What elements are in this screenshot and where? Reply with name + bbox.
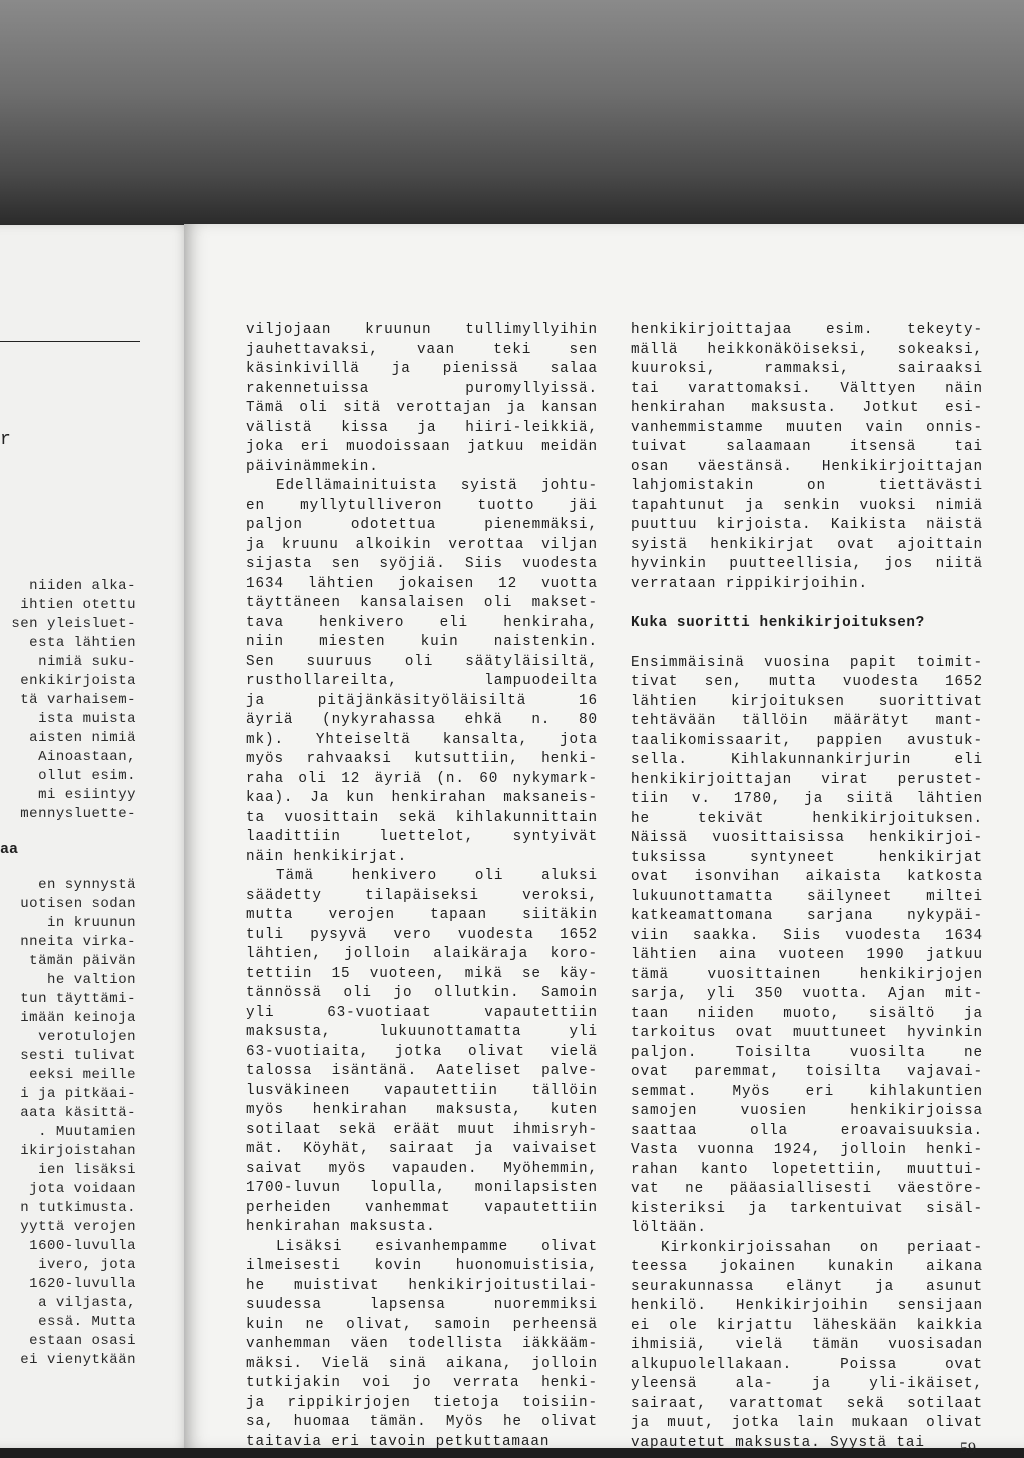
text-line: Tämä henkivero oli aluksi <box>276 868 598 884</box>
text-line: 1620-luvulla <box>29 1276 136 1292</box>
text-line: tä varhaisem- <box>20 692 136 708</box>
text-line: 1634 lähtien jokaisen 12 vuotta <box>246 575 598 592</box>
text-line: säädetty tilapäiseksi veroksi, <box>246 887 598 904</box>
text-line: lähtien kirjoituksen suorittivat <box>631 693 983 710</box>
text-line: Vasta vuonna 1924, jolloin henki- <box>631 1142 983 1158</box>
text-line: ilmeisesti kovin huonomuistisia, <box>246 1258 598 1274</box>
text-line: niin miesten kuin naistenkin. <box>246 634 598 650</box>
text-line: tiin v. 1780, ja siitä lähtien <box>631 791 983 807</box>
text-line: 63-vuotiaita, jotka olivat vielä <box>246 1043 598 1060</box>
text-line: tämän päivän <box>29 953 136 969</box>
text-line: tuli pysyvä vero vuodesta 1652 <box>246 926 598 943</box>
text-line: in kruunun <box>46 915 136 931</box>
text-line: he tekivät henkikirjoituksen. <box>631 810 983 827</box>
text-line: imään keinoja <box>20 1010 136 1026</box>
text-line: lähtien aina vuoteen 1990 jatkuu <box>631 947 983 963</box>
text-line: tava henkivero eli henkiraha, <box>246 614 598 631</box>
text-line: lähtien, jolloin alaikäraja koro- <box>246 946 598 962</box>
text-line: ei vienytkään <box>20 1352 136 1368</box>
text-line: sa, huomaa tämän. Myös he olivat <box>246 1414 598 1430</box>
text-line: kaa). Ja kun henkirahan maksaneis- <box>246 790 598 806</box>
text-line: ikirjoistahan <box>20 1143 136 1159</box>
text-line: myös henkirahan maksusta, kuten <box>246 1102 598 1118</box>
text-line: henkirahan maksusta. <box>246 1219 436 1235</box>
text-line: ihmisiä, vielä tämän vuosisadan <box>631 1337 983 1353</box>
text-line: ovat isonvihan aikaista katkosta <box>631 869 983 885</box>
text-line: sijasta sen syöjiä. Siis vuodesta <box>246 556 598 572</box>
text-line: äyriä (nykyrahassa ehkä n. 80 <box>246 712 598 728</box>
text-line: 1700-luvun lopulla, monilapsisten <box>246 1180 598 1196</box>
text-line: rahan kanto lopetettiin, muuttui- <box>631 1161 983 1178</box>
text-line: Tämä oli sitä verottajan ja kansan <box>246 400 598 416</box>
text-line: ja pitäjänkäsityöläisiltä 16 <box>246 692 598 709</box>
text-line: he muistivat henkikirjoitustilai- <box>246 1277 598 1294</box>
text-line: taitavia eri tavoin petkuttamaan <box>246 1433 550 1450</box>
text-line: uotisen sodan <box>20 896 136 912</box>
text-line: aata käsittä- <box>20 1105 136 1121</box>
text-line: perheiden vanhemmat vapautettiin <box>246 1199 598 1216</box>
text-line: lusväkineen vapautettiin tällöin <box>246 1082 598 1099</box>
text-line: talossa isäntänä. Aateliset palve- <box>246 1063 598 1079</box>
text-line: teessa jokainen kunakin aikana <box>631 1259 983 1275</box>
text-line: ta vuosittain sekä kihlakunnittain <box>246 809 598 826</box>
text-line: estaan osasi <box>29 1333 136 1349</box>
text-line: tettiin 15 vuoteen, mikä se käy- <box>246 965 598 982</box>
text-line: ien lisäksi <box>38 1162 136 1178</box>
scanner-shadow <box>0 0 1024 232</box>
text-line: enkikirjoista <box>20 673 136 689</box>
text-line: lukuunottamatta säilyneet miltei <box>631 888 983 905</box>
text-line: tännössä oli jo ollutkin. Samoin <box>246 985 598 1001</box>
text-line: osan väestänsä. Henkikirjoittajan <box>631 458 983 475</box>
text-line: tivat sen, mutta vuodesta 1652 <box>631 674 983 690</box>
text-line: verotulojen <box>38 1029 136 1045</box>
text-line: mennysluette- <box>20 806 136 822</box>
section-heading: Kuka suoritti henkikirjoituksen? <box>631 615 925 631</box>
text-line: taan niiden muoto, sisältö ja <box>631 1005 983 1022</box>
text-line: tarkoitus ovat muuttuneet hyvinkin <box>631 1025 983 1041</box>
text-line: henkikirjoittajaa esim. tekeyty- <box>631 322 983 338</box>
text-line: en synnystä <box>38 877 136 893</box>
text-line: mät. Köyhät, sairaat ja vaivaiset <box>246 1141 598 1157</box>
text-line: rusthollareilta, lampuodeilta <box>246 673 598 689</box>
text-line: ja muut, jotka lain mukaan olivat <box>631 1415 983 1431</box>
text-line: nneita virka- <box>20 934 136 950</box>
text-line: laadittiin luettelot, syntyivät <box>246 829 598 845</box>
text-line: aisten nimiä <box>29 730 136 746</box>
text-line: päivinämmekin. <box>246 458 379 475</box>
text-line: a viljasta, <box>38 1295 136 1311</box>
text-line: n tutkimusta. <box>20 1200 136 1216</box>
text-line: esta lähtien <box>29 635 136 651</box>
text-line: jauhettavaksi, vaan teki sen <box>246 341 598 358</box>
text-line: ihtien otettu <box>20 597 136 613</box>
text-line: tapahtunut ja senkin vuoksi nimiä <box>631 497 983 514</box>
text-line: Ainoastaan, <box>38 749 136 765</box>
text-line: vanhemmistamme muuten vain onnis- <box>631 419 983 436</box>
text-line: välistä kissa ja hiiri-leikkiä, <box>246 419 598 436</box>
text-line: Sen suuruus oli säätyläisiltä, <box>246 653 598 670</box>
right-page <box>184 224 1024 1457</box>
text-line: tun täyttämi- <box>20 991 136 1007</box>
text-line: nimiä suku- <box>38 654 136 670</box>
spacer <box>631 634 983 654</box>
text-line: 1600-luvulla <box>29 1238 136 1254</box>
text-line: puuttuu kirjoista. Kaikista näistä <box>631 517 983 533</box>
text-line: kuuroksi, rammaksi, sairaaksi <box>631 361 983 377</box>
text-line: niiden alka- <box>29 578 136 594</box>
text-line: sotilaat sekä eräät muut ihmisryh- <box>246 1121 598 1138</box>
text-line: saivat myös vapauden. Myöhemmin, <box>246 1160 598 1177</box>
text-line: raha oli 12 äyriä (n. 60 nykymark- <box>246 770 598 787</box>
text-line: hyvinkin puutteellisia, jos niitä <box>631 556 983 572</box>
text-line: sella. Kihlakunnankirjurin eli <box>631 752 983 768</box>
text-line: Lisäksi esivanhempamme olivat <box>276 1238 598 1255</box>
text-line: yyttä verojen <box>20 1219 136 1235</box>
text-line: Kirkonkirjoissahan on periaat- <box>661 1239 983 1256</box>
text-line: paljon odotettua pienemmäksi, <box>246 517 598 533</box>
text-line: kuin ne olivat, samoin perheensä <box>246 1316 598 1333</box>
text-line: löltään. <box>631 1220 707 1236</box>
text-line: viin saakka. Siis vuodesta 1634 <box>631 927 983 944</box>
text-line: . Muutamien <box>38 1124 136 1140</box>
text-line: ei ole kirjattu läheskään kaikkia <box>631 1317 983 1334</box>
text-line: ivero, jota <box>38 1257 136 1273</box>
text-line: tämä vuosittainen henkikirjojen <box>631 966 983 983</box>
text-line: joka eri muodoissaan jatkuu meidän <box>246 439 598 455</box>
left-page-subheading-fragment: aa <box>0 841 19 858</box>
left-page-text-block-1 <box>0 577 136 824</box>
text-line: tuivat salaamaan itsensä tai <box>631 439 983 455</box>
text-line: ovat paremmat, toisilta vajavai- <box>631 1064 983 1080</box>
text-line: sarja, yli 350 vuotta. Ajan mit- <box>631 986 983 1002</box>
text-line: saattaa olla eroavaisuuksia. <box>631 1122 983 1139</box>
text-line: sairaat, varattomat sekä sotilaat <box>631 1395 983 1412</box>
text-line: yleensä ala- ja yli-ikäiset, <box>631 1376 983 1392</box>
page-number: 59 <box>960 1440 976 1457</box>
text-line: näin henkikirjat. <box>246 848 408 865</box>
text-line: mäksi. Vielä sinä aikana, jolloin <box>246 1355 598 1372</box>
text-line: Näissä vuosittaisissa henkikirjoi- <box>631 830 983 846</box>
text-column-right <box>631 321 983 1453</box>
text-line: täyttäneen kansalaisen oli makset- <box>246 595 598 611</box>
text-line: he valtion <box>46 972 136 988</box>
text-line: essä. Mutta <box>38 1314 136 1330</box>
text-line: henkirahan maksusta. Jotkut esi- <box>631 400 983 416</box>
text-line: katkeamattomana sarjana nykypäi- <box>631 908 983 924</box>
spacer <box>631 594 983 614</box>
text-line: rakennetuissa puromyllyissä. <box>246 380 598 397</box>
text-line: paljon. Toisilta vuosilta ne <box>631 1044 983 1061</box>
left-page-heading-fragment: r <box>0 430 11 450</box>
text-line: mutta verojen tapaan siitäkin <box>246 907 598 923</box>
text-line: vanhemman väen todellista iäkkääm- <box>246 1336 598 1352</box>
text-line: sesti tulivat <box>20 1048 136 1064</box>
text-line: ista muista <box>38 711 136 727</box>
text-line: i ja pitkäai- <box>20 1086 136 1102</box>
text-line: tai varattomaksi. Välttyen näin <box>631 380 983 397</box>
left-facing-page <box>0 225 192 1448</box>
text-line: käsinkivillä ja pienissä salaa <box>246 361 598 377</box>
text-line: syistä henkikirjat ovat ajoittain <box>631 536 983 553</box>
text-line: samojen vuosien henkikirjoissa <box>631 1103 983 1119</box>
text-line: Edellämainituista syistä johtu- <box>276 478 598 494</box>
text-column-left <box>246 321 598 1452</box>
text-line: mk). Yhteiseltä kansalta, jota <box>246 731 598 748</box>
text-line: eeksi meille <box>29 1067 136 1083</box>
text-line: jota voidaan <box>29 1181 136 1197</box>
text-line: en myllytulliveron tuotto jäi <box>246 497 598 514</box>
text-line: semmat. Myös eri kihlakuntien <box>631 1083 983 1100</box>
left-page-text-block-2 <box>0 876 136 1370</box>
text-line: mällä heikkonäköiseksi, sokeaksi, <box>631 341 983 358</box>
text-line: yli 63-vuotiaat vapautettiin <box>246 1004 598 1021</box>
text-line: tuksissa syntyneet henkikirjat <box>631 849 983 866</box>
text-line: tehtävään tällöin määrätyt mant- <box>631 713 983 729</box>
left-page-rule <box>0 341 140 342</box>
text-line: alkupuolellakaan. Poissa ovat <box>631 1356 983 1373</box>
text-line: vapautetut maksusta. Syystä tai <box>631 1434 925 1451</box>
text-line: tutkijakin voi jo verrata henki- <box>246 1375 598 1391</box>
text-line: kisteriksi ja tarkentuivat sisäl- <box>631 1200 983 1217</box>
text-line: viljojaan kruunun tullimyllyihin <box>246 322 598 338</box>
text-line: ja kruunu alkoikin verottaa viljan <box>246 536 598 553</box>
text-line: myös rahvaaksi kutsuttiin, henki- <box>246 751 598 767</box>
text-line: Ensimmäisinä vuosina papit toimit- <box>631 654 983 671</box>
text-line: vat ne pääasiallisesti väestöre- <box>631 1181 983 1197</box>
text-line: lahjomistakin on tiettävästi <box>631 478 983 494</box>
text-line: suudessa lapsensa nuoremmiksi <box>246 1297 598 1313</box>
text-line: taalikomissaarit, pappien avustuk- <box>631 732 983 749</box>
text-line: maksusta, lukuunottamatta yli <box>246 1024 598 1040</box>
text-line: henkikirjoittajan virat perustet- <box>631 771 983 788</box>
text-line: ollut esim. <box>38 768 136 784</box>
text-line: sen yleisluet- <box>11 616 136 632</box>
text-line: ja rippikirjojen tietoja toisiin- <box>246 1394 598 1411</box>
text-line: verrataan rippikirjoihin. <box>631 575 868 592</box>
text-line: mi esiintyy <box>38 787 136 803</box>
text-line: henkilö. Henkikirjoihin sensijaan <box>631 1298 983 1314</box>
text-line: seurakunnassa elänyt ja asunut <box>631 1278 983 1295</box>
